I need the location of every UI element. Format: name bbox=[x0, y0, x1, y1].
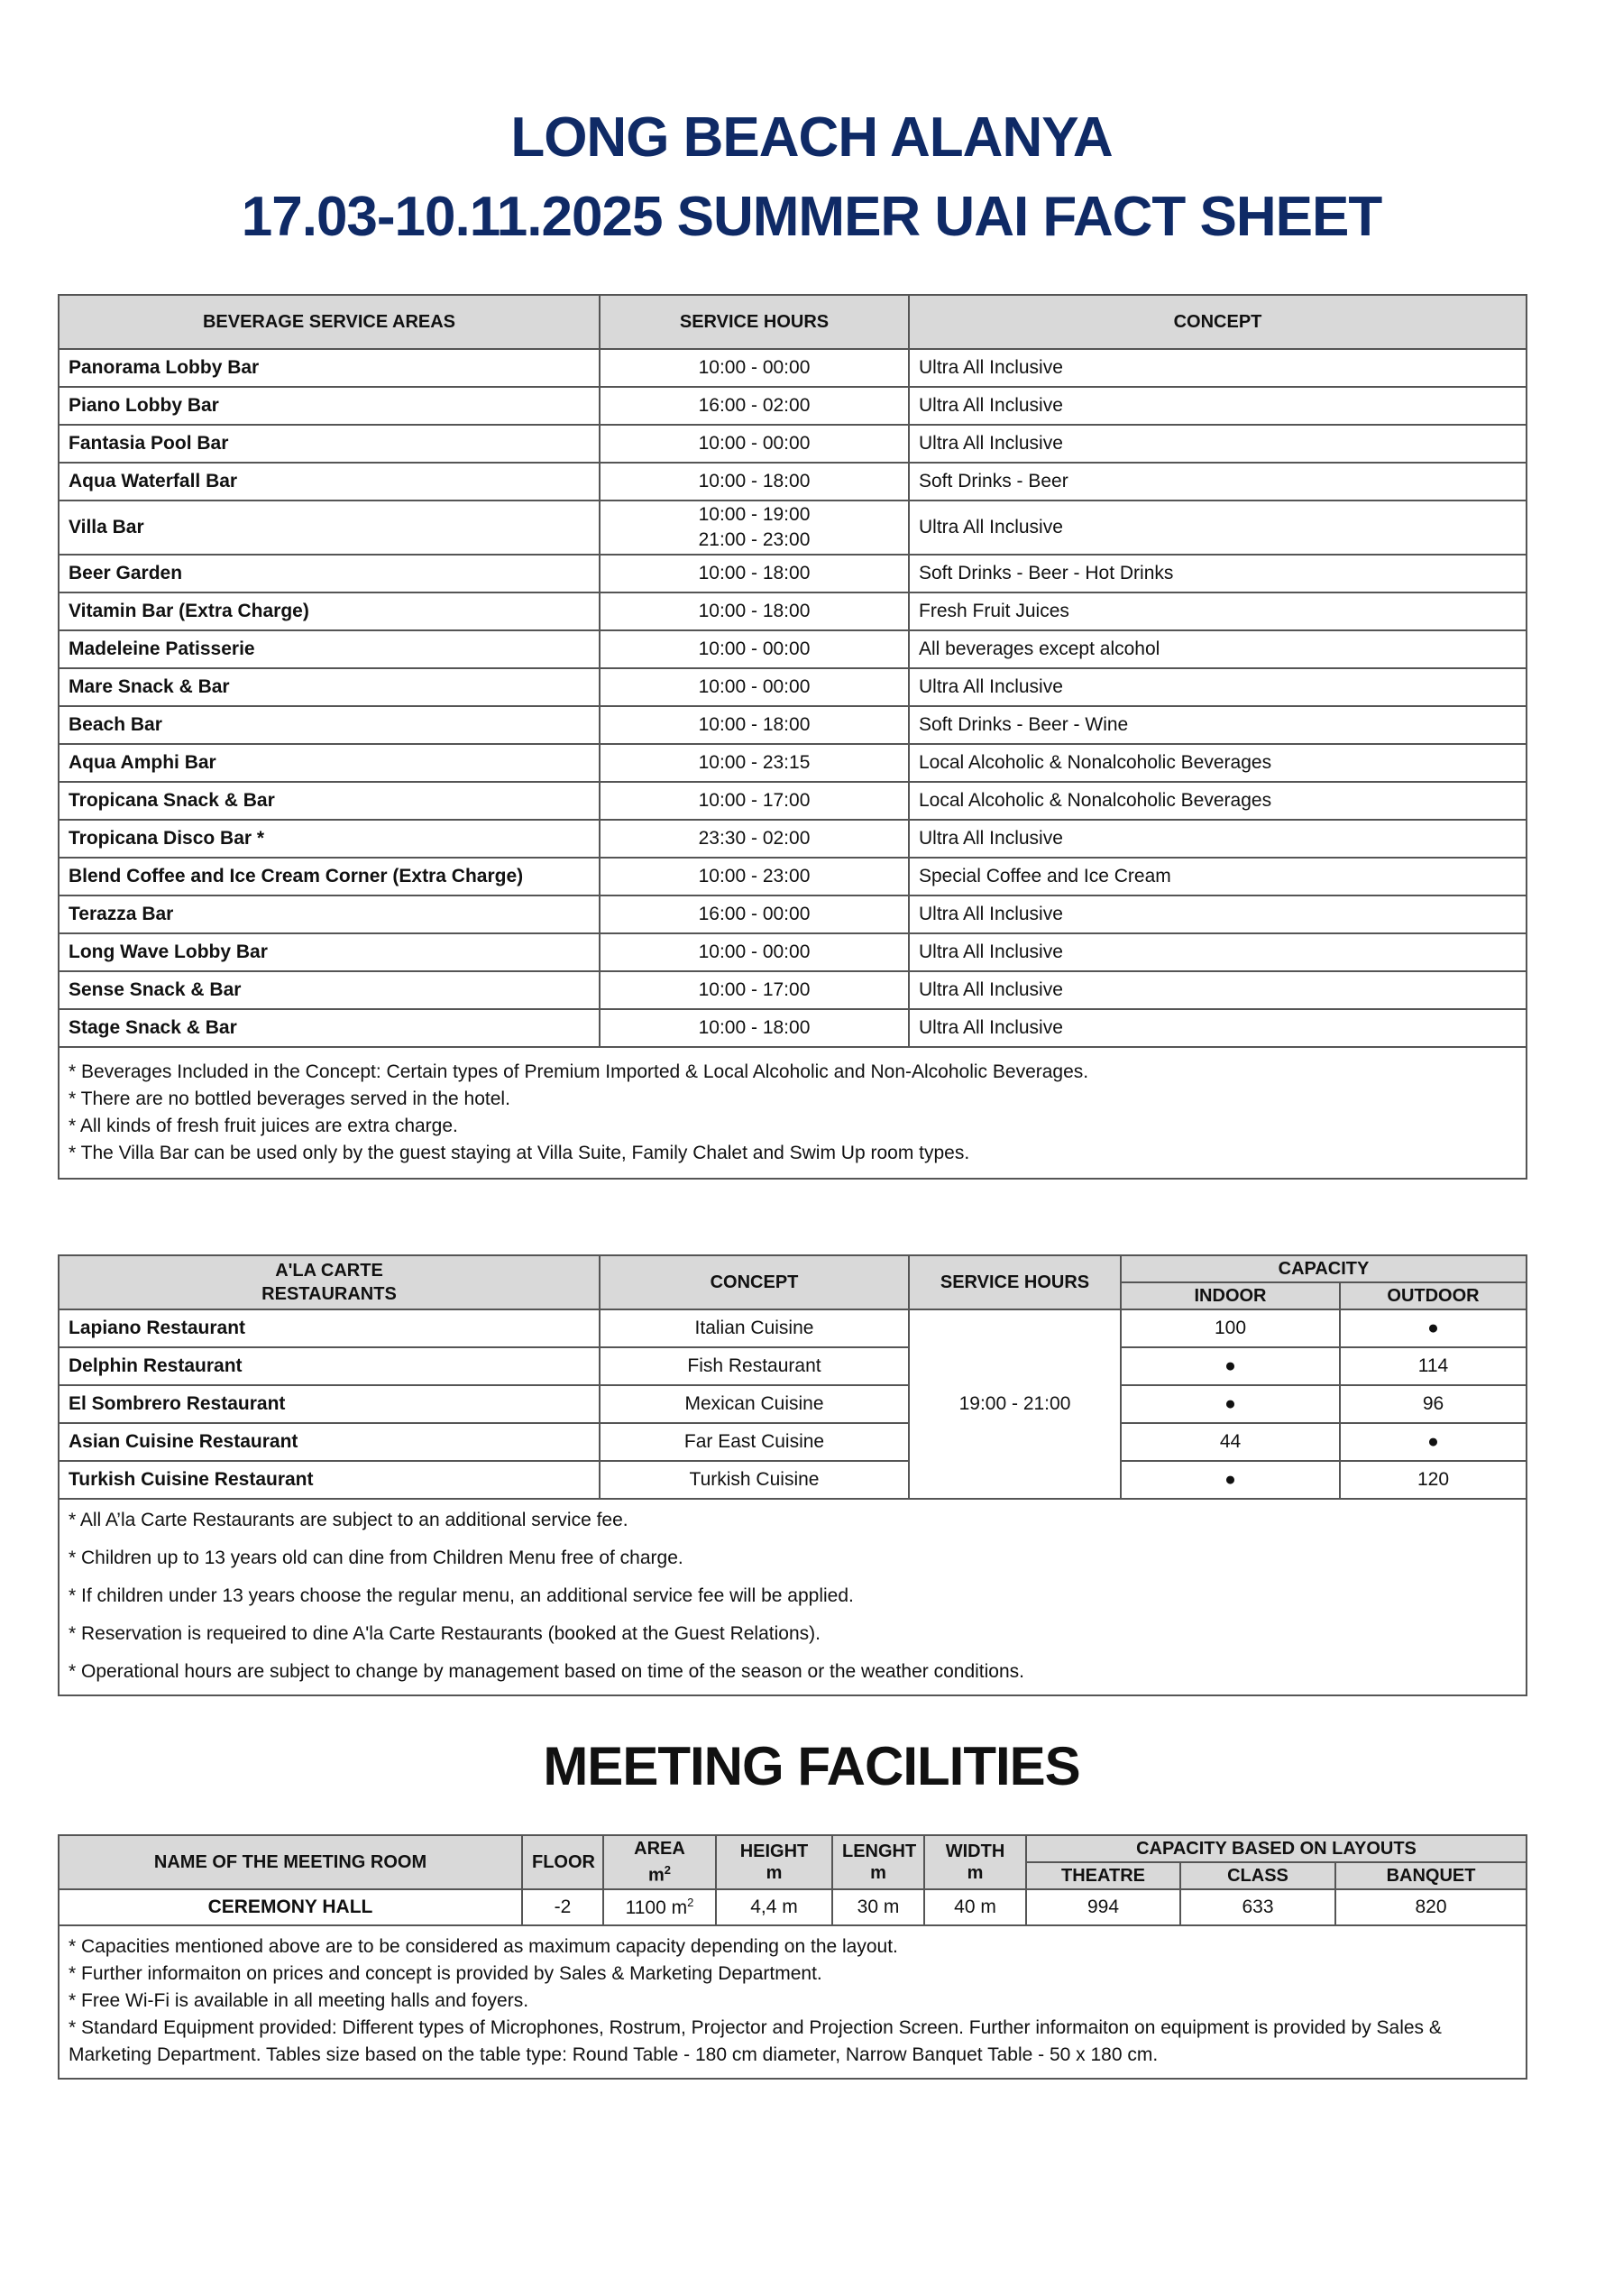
concept: Ultra All Inclusive bbox=[909, 349, 1527, 387]
service-hours-2: 21:00 - 23:00 bbox=[698, 529, 811, 550]
document-subtitle: 17.03-10.11.2025 SUMMER UAI FACT SHEET bbox=[241, 186, 1382, 248]
beverage-notes bbox=[59, 1047, 1527, 1179]
service-hours: 10:00 - 18:00 bbox=[600, 463, 909, 501]
header-restaurants-line2: RESTAURANTS bbox=[261, 1284, 397, 1304]
width-unit: m bbox=[967, 1863, 984, 1883]
outdoor-capacity: 114 bbox=[1340, 1347, 1527, 1385]
bar-name: Aqua Amphi Bar bbox=[59, 744, 600, 782]
table-row bbox=[59, 782, 1527, 820]
indoor-capacity: ● bbox=[1121, 1347, 1340, 1385]
concept: Ultra All Inclusive bbox=[909, 425, 1527, 463]
restaurant-name: El Sombrero Restaurant bbox=[59, 1385, 600, 1423]
header-capacity: CAPACITY bbox=[1121, 1255, 1527, 1282]
header-room-name: NAME OF THE MEETING ROOM bbox=[59, 1835, 522, 1889]
note-line: * Standard Equipment provided: Different types of Microphones, Rostrum, Projector and Projection Screen. Further informaiton on equipment is provided by Sales & Marketing Department. Tables size based on the table type: Round Table - 180 cm diameter, Narrow Banquet Table - 50 x 180 cm. bbox=[69, 2017, 1442, 2065]
header-area bbox=[603, 1835, 716, 1889]
outdoor-capacity: 120 bbox=[1340, 1461, 1527, 1499]
table-row bbox=[59, 1423, 1527, 1461]
table-row bbox=[59, 1009, 1527, 1047]
note-line: * All A’la Carte Restaurants are subject to an additional service fee. bbox=[69, 1510, 628, 1530]
outdoor-capacity: ● bbox=[1340, 1423, 1527, 1461]
header-theatre: THEATRE bbox=[1026, 1862, 1180, 1889]
bar-name: Beer Garden bbox=[59, 555, 600, 592]
restaurant-name: Delphin Restaurant bbox=[59, 1347, 600, 1385]
area-unit: m bbox=[647, 1865, 665, 1886]
bar-name: Mare Snack & Bar bbox=[59, 668, 600, 706]
width: 40 m bbox=[924, 1889, 1026, 1925]
bar-name: Aqua Waterfall Bar bbox=[59, 463, 600, 501]
service-hours: 10:00 - 18:00 bbox=[600, 1009, 909, 1047]
table-row bbox=[59, 555, 1527, 592]
width-label: WIDTH bbox=[945, 1841, 1005, 1861]
area-label: AREA bbox=[634, 1839, 685, 1860]
bar-name: Vitamin Bar (Extra Charge) bbox=[59, 592, 600, 630]
note-line: * Beverages Included in the Concept: Certain types of Premium Imported & Local Alcoholic and Non-Alcoholic Beverages. bbox=[69, 1061, 1089, 1082]
header-beverage-areas: BEVERAGE SERVICE AREAS bbox=[59, 295, 600, 349]
note-line: * Reservation is requeired to dine A'la Carte Restaurants (booked at the Guest Relations). bbox=[69, 1623, 821, 1644]
length-unit: m bbox=[870, 1863, 886, 1883]
bar-name: Tropicana Disco Bar * bbox=[59, 820, 600, 858]
concept: Ultra All Inclusive bbox=[909, 820, 1527, 858]
bar-name: Terazza Bar bbox=[59, 895, 600, 933]
restaurant-name: Turkish Cuisine Restaurant bbox=[59, 1461, 600, 1499]
area-sup: 2 bbox=[687, 1896, 694, 1909]
note-line: * Free Wi-Fi is available in all meeting halls and foyers. bbox=[69, 1990, 529, 2011]
header-length bbox=[832, 1835, 924, 1889]
length-label: LENGHT bbox=[842, 1841, 917, 1861]
concept: Ultra All Inclusive bbox=[909, 668, 1527, 706]
cuisine: Turkish Cuisine bbox=[600, 1461, 909, 1499]
service-hours bbox=[600, 501, 909, 555]
header-restaurants-line1: A'LA CARTE bbox=[275, 1261, 383, 1281]
table-row bbox=[59, 1347, 1527, 1385]
concept: Ultra All Inclusive bbox=[909, 387, 1527, 425]
bar-name: Tropicana Snack & Bar bbox=[59, 782, 600, 820]
bar-name: Long Wave Lobby Bar bbox=[59, 933, 600, 971]
indoor-capacity: ● bbox=[1121, 1385, 1340, 1423]
table-row bbox=[59, 463, 1527, 501]
note-line: * All kinds of fresh fruit juices are extra charge. bbox=[69, 1116, 458, 1136]
service-hours: 10:00 - 18:00 bbox=[600, 706, 909, 744]
table-row bbox=[59, 592, 1527, 630]
header-width bbox=[924, 1835, 1026, 1889]
concept: All beverages except alcohol bbox=[909, 630, 1527, 668]
restaurant-name: Lapiano Restaurant bbox=[59, 1309, 600, 1347]
note-line: * Operational hours are subject to change by management based on time of the season or the weather conditions. bbox=[69, 1661, 1024, 1682]
service-hours: 10:00 - 17:00 bbox=[600, 971, 909, 1009]
table-row bbox=[59, 895, 1527, 933]
height: 4,4 m bbox=[716, 1889, 832, 1925]
service-hours: 19:00 - 21:00 bbox=[909, 1309, 1121, 1499]
concept: Ultra All Inclusive bbox=[909, 971, 1527, 1009]
table-row bbox=[59, 501, 1527, 555]
document-title: LONG BEACH ALANYA bbox=[510, 106, 1113, 169]
concept: Soft Drinks - Beer - Wine bbox=[909, 706, 1527, 744]
note-line: * Capacities mentioned above are to be considered as maximum capacity depending on the layout. bbox=[69, 1936, 898, 1957]
concept: Local Alcoholic & Nonalcoholic Beverages bbox=[909, 744, 1527, 782]
height-label: HEIGHT bbox=[739, 1841, 809, 1861]
table-row bbox=[59, 425, 1527, 463]
header-capacity-layouts: CAPACITY BASED ON LAYOUTS bbox=[1026, 1835, 1527, 1862]
area bbox=[603, 1889, 716, 1925]
room-name: CEREMONY HALL bbox=[59, 1889, 522, 1925]
concept: Fresh Fruit Juices bbox=[909, 592, 1527, 630]
service-hours: 10:00 - 00:00 bbox=[600, 933, 909, 971]
concept: Ultra All Inclusive bbox=[909, 933, 1527, 971]
header-service-hours: SERVICE HOURS bbox=[600, 295, 909, 349]
table-row bbox=[59, 744, 1527, 782]
table-row bbox=[59, 1385, 1527, 1423]
concept: Ultra All Inclusive bbox=[909, 895, 1527, 933]
table-row bbox=[59, 630, 1527, 668]
concept: Ultra All Inclusive bbox=[909, 1009, 1527, 1047]
outdoor-capacity: ● bbox=[1340, 1309, 1527, 1347]
indoor-capacity: ● bbox=[1121, 1461, 1340, 1499]
area-value: 1100 m bbox=[625, 1897, 688, 1918]
floor: -2 bbox=[522, 1889, 603, 1925]
service-hours: 10:00 - 18:00 bbox=[600, 592, 909, 630]
restaurant-name: Asian Cuisine Restaurant bbox=[59, 1423, 600, 1461]
bar-name: Stage Snack & Bar bbox=[59, 1009, 600, 1047]
service-hours: 16:00 - 00:00 bbox=[600, 895, 909, 933]
table-row bbox=[59, 858, 1527, 895]
bar-name: Sense Snack & Bar bbox=[59, 971, 600, 1009]
table-row bbox=[59, 1309, 1527, 1347]
class-capacity: 633 bbox=[1180, 1889, 1335, 1925]
outdoor-capacity: 96 bbox=[1340, 1385, 1527, 1423]
header-restaurants bbox=[59, 1255, 600, 1309]
concept: Special Coffee and Ice Cream bbox=[909, 858, 1527, 895]
beverage-table bbox=[58, 294, 1527, 1180]
table-row bbox=[59, 933, 1527, 971]
concept: Ultra All Inclusive bbox=[909, 501, 1527, 555]
banquet-capacity: 820 bbox=[1335, 1889, 1527, 1925]
note-line: * If children under 13 years choose the regular menu, an additional service fee will be applied. bbox=[69, 1585, 854, 1606]
service-hours: 10:00 - 23:00 bbox=[600, 858, 909, 895]
service-hours: 10:00 - 00:00 bbox=[600, 630, 909, 668]
note-line: * The Villa Bar can be used only by the guest staying at Villa Suite, Family Chalet and Swim Up room types. bbox=[69, 1143, 970, 1163]
header-concept: CONCEPT bbox=[909, 295, 1527, 349]
note-line: * There are no bottled beverages served in the hotel. bbox=[69, 1088, 510, 1109]
service-hours: 10:00 - 00:00 bbox=[600, 668, 909, 706]
header-banquet: BANQUET bbox=[1335, 1862, 1527, 1889]
area-unit-sup: 2 bbox=[664, 1863, 672, 1878]
bar-name: Beach Bar bbox=[59, 706, 600, 744]
table-row bbox=[59, 1889, 1527, 1925]
alacarte-table bbox=[58, 1254, 1527, 1696]
header-class: CLASS bbox=[1180, 1862, 1335, 1889]
service-hours-1: 10:00 - 19:00 bbox=[698, 504, 811, 525]
header-indoor: INDOOR bbox=[1121, 1282, 1340, 1309]
indoor-capacity: 100 bbox=[1121, 1309, 1340, 1347]
cuisine: Far East Cuisine bbox=[600, 1423, 909, 1461]
note-line: * Further informaiton on prices and concept is provided by Sales & Marketing Department. bbox=[69, 1963, 822, 1984]
table-row bbox=[59, 1461, 1527, 1499]
table-row bbox=[59, 387, 1527, 425]
service-hours: 23:30 - 02:00 bbox=[600, 820, 909, 858]
theatre-capacity: 994 bbox=[1026, 1889, 1180, 1925]
bar-name: Panorama Lobby Bar bbox=[59, 349, 600, 387]
length: 30 m bbox=[832, 1889, 924, 1925]
service-hours: 16:00 - 02:00 bbox=[600, 387, 909, 425]
header-floor: FLOOR bbox=[522, 1835, 603, 1889]
service-hours: 10:00 - 23:15 bbox=[600, 744, 909, 782]
header-concept: CONCEPT bbox=[600, 1255, 909, 1309]
concept: Local Alcoholic & Nonalcoholic Beverages bbox=[909, 782, 1527, 820]
cuisine: Italian Cuisine bbox=[600, 1309, 909, 1347]
concept: Soft Drinks - Beer bbox=[909, 463, 1527, 501]
indoor-capacity: 44 bbox=[1121, 1423, 1340, 1461]
table-row bbox=[59, 706, 1527, 744]
meeting-notes bbox=[59, 1925, 1527, 2079]
service-hours: 10:00 - 18:00 bbox=[600, 555, 909, 592]
meeting-facilities-heading: MEETING FACILITIES bbox=[543, 1736, 1080, 1796]
table-row bbox=[59, 820, 1527, 858]
meeting-table bbox=[58, 1834, 1527, 2080]
bar-name: Villa Bar bbox=[59, 501, 600, 555]
table-row bbox=[59, 971, 1527, 1009]
bar-name: Blend Coffee and Ice Cream Corner (Extra Charge) bbox=[59, 858, 600, 895]
concept: Soft Drinks - Beer - Hot Drinks bbox=[909, 555, 1527, 592]
alacarte-notes bbox=[59, 1499, 1527, 1695]
service-hours: 10:00 - 00:00 bbox=[600, 349, 909, 387]
header-outdoor: OUTDOOR bbox=[1340, 1282, 1527, 1309]
height-unit: m bbox=[766, 1863, 783, 1883]
service-hours: 10:00 - 17:00 bbox=[600, 782, 909, 820]
table-row bbox=[59, 668, 1527, 706]
table-row bbox=[59, 349, 1527, 387]
bar-name: Madeleine Patisserie bbox=[59, 630, 600, 668]
bar-name: Fantasia Pool Bar bbox=[59, 425, 600, 463]
header-service-hours: SERVICE HOURS bbox=[909, 1255, 1121, 1309]
cuisine: Mexican Cuisine bbox=[600, 1385, 909, 1423]
header-height bbox=[716, 1835, 832, 1889]
note-line: * Children up to 13 years old can dine from Children Menu free of charge. bbox=[69, 1548, 683, 1568]
bar-name: Piano Lobby Bar bbox=[59, 387, 600, 425]
service-hours: 10:00 - 00:00 bbox=[600, 425, 909, 463]
cuisine: Fish Restaurant bbox=[600, 1347, 909, 1385]
